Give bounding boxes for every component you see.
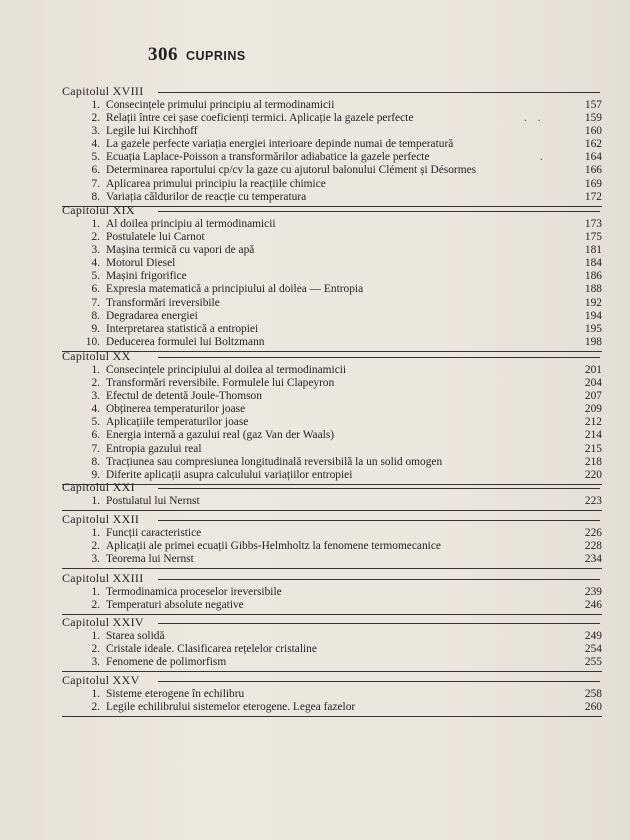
entry-number: 6. xyxy=(91,283,100,296)
entry-number: 7. xyxy=(91,296,100,309)
entry-page-number: 194 xyxy=(584,309,602,322)
entry-page-number: 254 xyxy=(584,643,602,656)
entry-title: Determinarea raportului cp/cv la gaze cu ajutorul balonului Clément și Désormes xyxy=(106,164,477,177)
chapter-title: Capitolul XVIII xyxy=(62,84,144,98)
entry-number: 1. xyxy=(91,586,100,598)
entry-page-number: 214 xyxy=(584,429,602,442)
toc-entry[interactable] xyxy=(62,540,602,553)
entry-title: Entropia gazului real xyxy=(106,442,202,455)
entry-page-number: 220 xyxy=(584,468,602,481)
entry-number: 8. xyxy=(91,309,100,322)
chapter-rule xyxy=(158,211,600,212)
entry-title: Mașina termică cu vapori de apă xyxy=(106,244,255,257)
entry-number: 3. xyxy=(91,390,100,403)
entry-number: 1. xyxy=(91,630,100,642)
chapter-rule xyxy=(158,488,600,489)
chapter-block xyxy=(62,349,602,482)
entry-title: Legile lui Kirchhoff xyxy=(106,125,198,138)
chapter-rule xyxy=(158,623,600,624)
entry-page-number: 234 xyxy=(584,553,602,566)
entry-number: 5. xyxy=(91,416,100,429)
entry-title: Consecințele primului principiu al termodinamicii xyxy=(106,99,335,111)
entry-number: 2. xyxy=(91,599,100,612)
entry-page-number: 157 xyxy=(584,99,602,111)
chapter-block xyxy=(62,673,602,714)
chapter-bottom-rule xyxy=(62,568,602,569)
entry-page-number: 172 xyxy=(584,190,602,203)
entry-page-number: 160 xyxy=(584,125,602,138)
toc-entry[interactable] xyxy=(62,456,602,469)
entry-page-number: 166 xyxy=(584,164,602,177)
toc-entry[interactable] xyxy=(62,310,602,323)
chapter-rule xyxy=(158,681,600,682)
entry-title: Starea solidă xyxy=(106,630,165,642)
entry-page-number: 186 xyxy=(584,270,602,283)
toc-entry[interactable] xyxy=(62,701,602,714)
entry-page-number: 175 xyxy=(584,231,602,244)
toc-entry[interactable] xyxy=(62,257,602,270)
entry-title: Diferite aplicații asupra calculului variațiilor entropiei xyxy=(106,468,353,481)
entry-page-number: 188 xyxy=(584,283,602,296)
chapter-block xyxy=(62,480,602,508)
entry-number: 4. xyxy=(91,403,100,416)
entry-number: 1. xyxy=(91,364,100,376)
chapter-block xyxy=(62,512,602,566)
toc-entry[interactable] xyxy=(62,283,602,296)
chapter-title: Capitolul XXIII xyxy=(62,571,144,585)
entry-page-number: 169 xyxy=(584,177,602,190)
entry-title: Tracțiunea sau compresiunea longitudinală reversibilă la un solid omogen xyxy=(106,455,443,468)
entry-page-number: 246 xyxy=(584,599,602,612)
entry-page-number: 260 xyxy=(584,701,602,714)
entry-page-number: 192 xyxy=(584,296,602,309)
entry-page-number: 204 xyxy=(584,377,602,390)
entry-page-number: 212 xyxy=(584,416,602,429)
entry-number: 1. xyxy=(91,527,100,539)
entry-number: 4. xyxy=(91,257,100,270)
entry-number: 2. xyxy=(91,701,100,714)
entry-title: Termodinamica proceselor ireversibile xyxy=(106,586,282,598)
entry-title: Funcții caracteristice xyxy=(106,527,202,539)
entry-title: Consecințele principiului al doilea al termodinamicii xyxy=(106,364,347,376)
toc-entry[interactable] xyxy=(62,178,602,191)
entry-page-number: 162 xyxy=(584,138,602,151)
entry-title: Energia internă a gazului real (gaz Van der Waals) xyxy=(106,429,335,442)
entry-number: 2. xyxy=(91,112,100,125)
entry-title: Transformări ireversibile xyxy=(106,296,220,309)
entry-page-number: 195 xyxy=(584,322,602,335)
toc-entry[interactable] xyxy=(62,164,602,177)
toc-entry[interactable] xyxy=(62,429,602,442)
chapter-title: Capitolul XXII xyxy=(62,512,140,526)
leader-dots: . xyxy=(540,151,547,164)
toc-entry[interactable] xyxy=(62,336,602,349)
toc-entry[interactable] xyxy=(62,643,602,656)
toc-entry[interactable] xyxy=(62,656,602,669)
toc-entry[interactable] xyxy=(62,323,602,336)
chapter-rule xyxy=(158,520,600,521)
chapter-title: Capitolul XX xyxy=(62,349,131,363)
entry-title: Efectul de detentă Joule-Thomson xyxy=(106,390,262,403)
entry-page-number: 218 xyxy=(584,455,602,468)
toc-entry[interactable] xyxy=(62,630,602,643)
entry-title: Aplicații ale primei ecuații Gibbs-Helmholtz la fenomene termomecanice xyxy=(106,540,441,553)
chapter-title: Capitolul XXI xyxy=(62,480,135,494)
entry-number: 1. xyxy=(91,99,100,111)
chapter-title: Capitolul XXIV xyxy=(62,615,144,629)
entry-number: 6. xyxy=(91,429,100,442)
chapter-block xyxy=(62,571,602,612)
entry-page-number: 164 xyxy=(584,151,602,164)
toc-entry[interactable] xyxy=(62,403,602,416)
entry-number: 1. xyxy=(91,688,100,700)
entry-page-number: 258 xyxy=(584,688,602,700)
entry-page-number: 209 xyxy=(584,403,602,416)
entry-number: 3. xyxy=(91,125,100,138)
toc-entry[interactable] xyxy=(62,364,602,377)
entry-number: 6. xyxy=(91,164,100,177)
entry-number: 3. xyxy=(91,244,100,257)
entry-title: Postulatele lui Carnot xyxy=(106,231,205,244)
toc-entry[interactable] xyxy=(62,218,602,231)
entry-title: Temperaturi absolute negative xyxy=(106,599,244,612)
entry-title: Variația căldurilor de reacție cu temperatura xyxy=(106,190,307,203)
toc-entry[interactable] xyxy=(62,270,602,283)
entry-number: 2. xyxy=(91,377,100,390)
toc-entry[interactable] xyxy=(62,443,602,456)
toc-entry[interactable] xyxy=(62,586,602,599)
entry-page-number: 228 xyxy=(584,540,602,553)
chapter-rule xyxy=(158,357,600,358)
toc-entry[interactable] xyxy=(62,125,602,138)
entry-number: 8. xyxy=(91,455,100,468)
toc-entry[interactable] xyxy=(62,138,602,151)
entry-title: La gazele perfecte variația energiei interioare depinde numai de temperatură xyxy=(106,138,454,151)
chapter-rule xyxy=(158,579,600,580)
entry-number: 2. xyxy=(91,643,100,656)
entry-number: 5. xyxy=(91,270,100,283)
toc-entry[interactable] xyxy=(62,244,602,257)
entry-title: Relații între cei șase coeficienți termici. Aplicație la gazele perfecte xyxy=(106,112,414,125)
entry-number: 7. xyxy=(91,442,100,455)
toc-entry[interactable] xyxy=(62,99,602,112)
entry-title: Cristale ideale. Clasificarea rețelelor cristaline xyxy=(106,643,317,656)
entry-number: 5. xyxy=(91,151,100,164)
entry-number: 1. xyxy=(91,495,100,507)
entry-page-number: 223 xyxy=(584,495,602,507)
entry-page-number: 184 xyxy=(584,257,602,270)
chapter-bottom-rule xyxy=(62,716,602,717)
toc-entry[interactable] xyxy=(62,688,602,701)
entry-page-number: 181 xyxy=(584,244,602,257)
entry-title: Sisteme eterogene în echilibru xyxy=(106,688,245,700)
entry-page-number: 159 xyxy=(584,112,602,125)
toc-entry[interactable] xyxy=(62,377,602,390)
chapter-title: Capitolul XIX xyxy=(62,203,135,217)
entry-title: Fenomene de polimorfism xyxy=(106,656,227,669)
entry-number: 9. xyxy=(91,322,100,335)
toc-entry[interactable] xyxy=(62,599,602,612)
leader-dots: . . xyxy=(524,112,545,125)
entry-title: Al doilea principiu al termodinamicii xyxy=(106,218,276,230)
entry-page-number: 249 xyxy=(584,630,602,642)
entry-title: Mașini frigorifice xyxy=(106,270,187,283)
entry-page-number: 226 xyxy=(584,527,602,539)
entry-title: Degradarea energiei xyxy=(106,309,198,322)
entry-number: 3. xyxy=(91,656,100,669)
chapter-rule xyxy=(158,92,600,93)
chapter-block xyxy=(62,203,602,349)
entry-title: Aplicațiile temperaturilor joase xyxy=(106,416,249,429)
entry-page-number: 207 xyxy=(584,390,602,403)
entry-number: 7. xyxy=(91,177,100,190)
toc-entry[interactable] xyxy=(62,416,602,429)
entry-number: 1. xyxy=(91,218,100,230)
entry-title: Legile echilibrului sistemelor eterogene. Legea fazelor xyxy=(106,701,356,714)
entry-title: Interpretarea statistică a entropiei xyxy=(106,322,259,335)
entry-title: Aplicarea primului principiu la reacțiile chimice xyxy=(106,177,326,190)
chapter-title: Capitolul XXV xyxy=(62,673,140,687)
toc-entry[interactable] xyxy=(62,390,602,403)
entry-title: Transformări reversibile. Formulele lui Clapeyron xyxy=(106,377,335,390)
toc-entry[interactable] xyxy=(62,495,602,508)
entry-page-number: 215 xyxy=(584,442,602,455)
entry-title: Motorul Diesel xyxy=(106,257,176,270)
toc-entry[interactable] xyxy=(62,297,602,310)
entry-number: 8. xyxy=(91,190,100,203)
page-title: CUPRINS xyxy=(186,49,246,63)
entry-page-number: 201 xyxy=(584,364,602,376)
entry-title: Obținerea temperaturilor joase xyxy=(106,403,246,416)
chapter-bottom-rule xyxy=(62,510,602,511)
entry-number: 2. xyxy=(91,231,100,244)
toc-entry[interactable] xyxy=(62,151,602,164)
entry-number: 9. xyxy=(91,468,100,481)
entry-number: 10. xyxy=(85,335,100,348)
entry-title: Deducerea formulei lui Boltzmann xyxy=(106,335,265,348)
entry-page-number: 255 xyxy=(584,656,602,669)
toc-entry[interactable] xyxy=(62,112,602,125)
entry-number: 3. xyxy=(91,553,100,566)
entry-page-number: 239 xyxy=(584,586,602,598)
entry-page-number: 198 xyxy=(584,335,602,348)
page-number: 306 xyxy=(148,44,178,65)
entry-title: Ecuația Laplace-Poisson a transformărilor adiabatice la gazele perfecte xyxy=(106,151,430,164)
entry-number: 2. xyxy=(91,540,100,553)
entry-title: Teorema lui Nernst xyxy=(106,553,194,566)
chapter-block xyxy=(62,84,602,204)
toc-entry[interactable] xyxy=(62,527,602,540)
entry-title: Expresia matematică a principiului al doilea — Entropia xyxy=(106,283,364,296)
entry-page-number: 173 xyxy=(584,218,602,230)
toc-entry[interactable] xyxy=(62,231,602,244)
entry-title: Postulatul lui Nernst xyxy=(106,495,200,507)
toc-entry[interactable] xyxy=(62,553,602,566)
entry-number: 4. xyxy=(91,138,100,151)
toc-entry[interactable] xyxy=(62,191,602,204)
chapter-block xyxy=(62,615,602,669)
